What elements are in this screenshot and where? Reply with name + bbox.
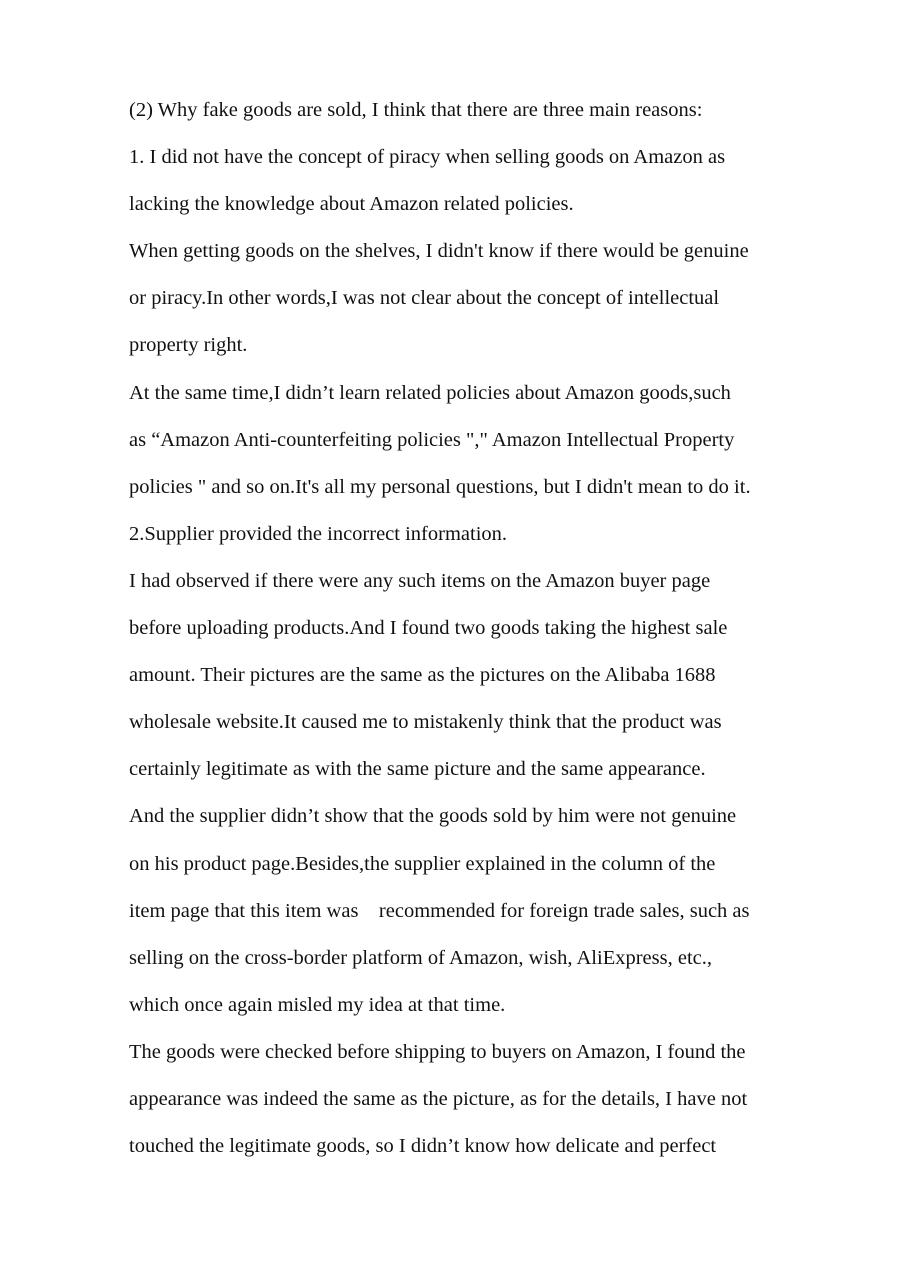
text-line-21: The goods were checked before shipping to buyers on Amazon, I found the — [129, 1040, 746, 1063]
text-line-5: or piracy.In other words,I was not clear about the concept of intellectual — [129, 287, 720, 310]
text-line-4: When getting goods on the shelves, I didn't know if there would be genuine — [129, 240, 749, 263]
text-line-22: appearance was indeed the same as the picture, as for the details, I have not — [129, 1087, 748, 1110]
text-line-10: 2.Supplier provided the incorrect information. — [129, 522, 508, 545]
text-line-23: touched the legitimate goods, so I didn’t know how delicate and perfect — [129, 1135, 717, 1158]
text-line-18: item page that this item was recommended for foreign trade sales, such as — [129, 899, 750, 922]
document-body — [129, 87, 789, 1170]
text-line-11: I had observed if there were any such items on the Amazon buyer page — [129, 569, 711, 592]
text-line-16: And the supplier didn’t show that the goods sold by him were not genuine — [129, 805, 737, 828]
text-line-20: which once again misled my idea at that time. — [129, 993, 506, 1016]
text-line-15: certainly legitimate as with the same picture and the same appearance. — [129, 758, 706, 781]
text-line-9: policies " and so on.It's all my personal questions, but I didn't mean to do it. — [129, 475, 751, 498]
text-line-17: on his product page.Besides,the supplier explained in the column of the — [129, 852, 716, 875]
text-line-6: property right. — [129, 334, 248, 357]
text-line-3: lacking the knowledge about Amazon related policies. — [129, 193, 574, 216]
text-line-1: (2) Why fake goods are sold, I think that there are three main reasons: — [129, 99, 703, 121]
text-line-13: amount. Their pictures are the same as the pictures on the Alibaba 1688 — [129, 664, 716, 687]
text-line-2: 1. I did not have the concept of piracy when selling goods on Amazon as — [129, 146, 726, 169]
text-line-8: as “Amazon Anti-counterfeiting policies "," Amazon Intellectual Property — [129, 428, 735, 451]
text-line-12: before uploading products.And I found two goods taking the highest sale — [129, 617, 728, 640]
text-line-19: selling on the cross-border platform of Amazon, wish, AliExpress, etc., — [129, 946, 712, 969]
text-line-14: wholesale website.It caused me to mistakenly think that the product was — [129, 711, 722, 734]
text-line-7: At the same time,I didn’t learn related policies about Amazon goods,such — [129, 381, 731, 404]
